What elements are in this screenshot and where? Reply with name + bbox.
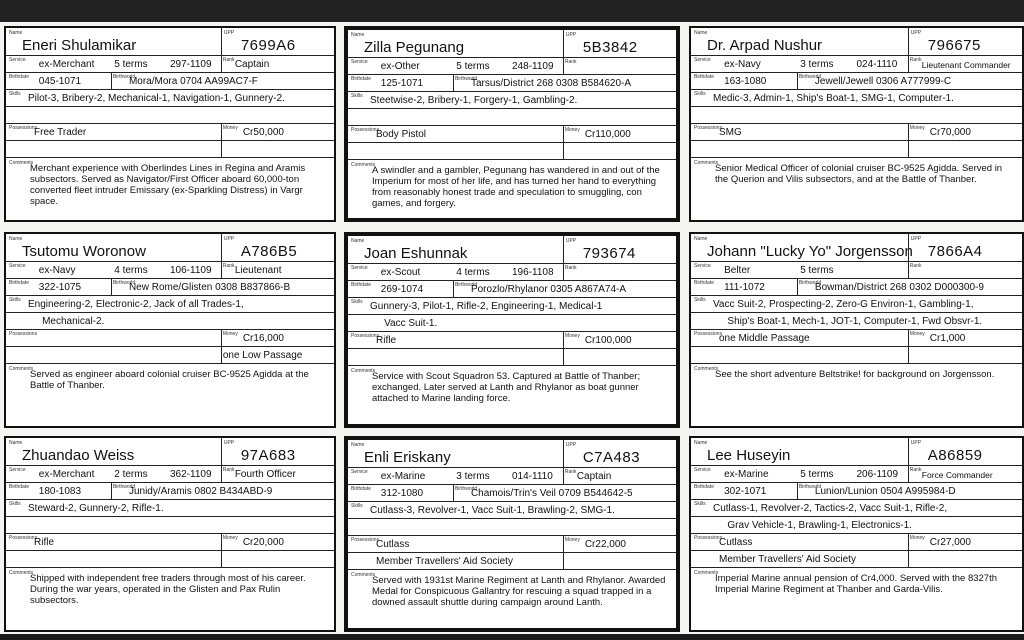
comments-text: Imperial Marine annual pension of Cr4,000. Served with the 8327th Imperial Marine Regiment at Thanber and Garda-Vilis. bbox=[715, 573, 998, 595]
possessions-label: Possessions bbox=[9, 125, 38, 131]
birthdate-label: Birthdate bbox=[694, 484, 715, 490]
money-label: Money bbox=[222, 125, 238, 131]
service-value: ex-Merchant bbox=[38, 469, 95, 480]
birthdate-value: 269-1074 bbox=[380, 284, 424, 295]
skills-label: Skills bbox=[351, 503, 363, 509]
service-value: ex-Merchant bbox=[38, 59, 95, 70]
comments-label: Comments bbox=[351, 572, 376, 578]
name-label: Name bbox=[351, 442, 365, 448]
skills-line-1: Steward-2, Gunnery-2, Rifle-1. bbox=[28, 503, 164, 514]
name-label: Name bbox=[9, 30, 23, 36]
money-label: Money bbox=[222, 535, 238, 541]
rank-value: Fourth Officer bbox=[234, 469, 296, 480]
money-value: Cr20,000 bbox=[242, 537, 284, 548]
birthdate-label: Birthdate bbox=[9, 74, 30, 80]
birthdate-value: 302-1071 bbox=[724, 486, 767, 497]
service-label: Service bbox=[351, 469, 368, 475]
terms-value: 5 terms bbox=[456, 61, 490, 72]
service-value: ex-Marine bbox=[380, 471, 426, 482]
service-dates: 362-1109 bbox=[170, 469, 212, 480]
birthdate-value: 125-1071 bbox=[380, 78, 424, 89]
service-label: Service bbox=[351, 265, 368, 271]
birthworld-label: Birthworld bbox=[112, 280, 136, 286]
money-label: Money bbox=[222, 331, 238, 337]
birthdate-label: Birthdate bbox=[694, 74, 715, 80]
possessions-value: SMG bbox=[719, 127, 742, 138]
upp-divider bbox=[221, 438, 222, 465]
character-card bbox=[344, 26, 680, 222]
terms-value: 5 terms bbox=[800, 265, 834, 276]
rank-label: Rank bbox=[564, 469, 577, 475]
terms-value: 5 terms bbox=[114, 59, 148, 70]
possessions-value: Rifle bbox=[376, 335, 397, 346]
birthworld-value: Jewell/Jewell 0306 A777999-C bbox=[814, 76, 952, 87]
service-value: ex-Scout bbox=[380, 267, 421, 278]
skills-row-2 bbox=[348, 108, 676, 126]
rank-divider bbox=[563, 263, 564, 280]
upp-value: A86859 bbox=[927, 447, 983, 464]
character-sheet-page bbox=[0, 22, 1024, 640]
rank-label: Rank bbox=[222, 57, 235, 63]
skills-label: Skills bbox=[351, 93, 363, 99]
possessions-value: Cutlass bbox=[376, 539, 410, 550]
possessions-row-2 bbox=[6, 140, 334, 158]
character-name: Johann "Lucky Yo" Jorgensson bbox=[707, 243, 913, 260]
upp-value: 7866A4 bbox=[927, 243, 983, 260]
birthdate-label: Birthdate bbox=[694, 280, 715, 286]
skills-line-2: Grav Vehicle-1, Brawling-1, Electronics-1. bbox=[727, 520, 912, 531]
possessions-row-2 bbox=[691, 140, 1022, 158]
birthworld-label: Birthworld bbox=[798, 280, 822, 286]
rank-divider bbox=[221, 261, 222, 278]
money-value: Cr110,000 bbox=[584, 129, 631, 140]
upp-label: UPP bbox=[565, 442, 577, 448]
birthdate-label: Birthdate bbox=[351, 486, 372, 492]
skills-label: Skills bbox=[9, 501, 21, 507]
upp-label: UPP bbox=[910, 440, 922, 446]
birthworld-divider bbox=[111, 278, 112, 295]
service-label: Service bbox=[9, 263, 26, 269]
birthworld-value: Porozlo/Rhylanor 0305 A867A74-A bbox=[470, 284, 627, 295]
upp-divider bbox=[908, 28, 909, 55]
skills-label: Skills bbox=[694, 501, 706, 507]
upp-divider bbox=[563, 236, 564, 263]
money-label: Money bbox=[909, 535, 925, 541]
birthworld-label: Birthworld bbox=[454, 282, 478, 288]
character-name: Enli Eriskany bbox=[364, 449, 451, 466]
possessions-label: Possessions bbox=[351, 537, 380, 543]
rank-label: Rank bbox=[564, 265, 577, 271]
service-label: Service bbox=[694, 467, 711, 473]
upp-value: C7A483 bbox=[582, 449, 641, 466]
top-bar bbox=[0, 0, 1024, 22]
birthworld-divider bbox=[111, 72, 112, 89]
service-value: ex-Other bbox=[380, 61, 420, 72]
upp-value: 796675 bbox=[927, 37, 981, 54]
birthdate-label: Birthdate bbox=[9, 280, 30, 286]
skills-line-1: Cutlass-3, Revolver-1, Vacc Suit-1, Brawling-2, SMG-1. bbox=[370, 505, 615, 516]
possessions-extra: one Low Passage bbox=[222, 350, 303, 361]
comments-text: Shipped with independent free traders through most of his career. During the war years, operated in the Glisten and Pax Rulin subsectors. bbox=[30, 573, 306, 606]
possessions-row-2 bbox=[348, 142, 676, 160]
comments-label: Comments bbox=[694, 570, 719, 576]
possessions-row-2 bbox=[691, 346, 1022, 364]
birthdate-value: 111-1072 bbox=[724, 282, 765, 293]
name-label: Name bbox=[694, 236, 708, 242]
birthworld-value: Bowman/District 268 0302 D000300-9 bbox=[814, 282, 984, 293]
birthworld-value: Lunion/Lunion 0504 A995984-D bbox=[814, 486, 956, 497]
upp-label: UPP bbox=[223, 30, 235, 36]
possessions-label: Possessions bbox=[694, 125, 723, 131]
possessions-extra: Member Travellers' Aid Society bbox=[719, 554, 856, 565]
money-label: Money bbox=[909, 125, 925, 131]
rank-divider bbox=[221, 465, 222, 482]
upp-divider bbox=[908, 234, 909, 261]
terms-value: 4 terms bbox=[114, 265, 148, 276]
money-label: Money bbox=[564, 537, 580, 543]
rank-label: Rank bbox=[909, 263, 922, 269]
rank-divider bbox=[908, 465, 909, 482]
possessions-value: Body Pistol bbox=[376, 129, 427, 140]
birthworld-divider bbox=[453, 280, 454, 297]
possessions-value: one Middle Passage bbox=[719, 333, 810, 344]
skills-line-1: Cutlass-1, Revolver-2, Tactics-2, Vacc Suit-1, Rifle-2, bbox=[713, 503, 948, 514]
possessions-label: Possessions bbox=[351, 127, 380, 133]
service-dates: 248-1109 bbox=[512, 61, 554, 72]
money-label: Money bbox=[564, 333, 580, 339]
birthdate-value: 045-1071 bbox=[38, 76, 82, 87]
birthworld-divider bbox=[453, 484, 454, 501]
birthworld-divider bbox=[797, 278, 798, 295]
possessions-row bbox=[6, 533, 334, 551]
birthworld-divider bbox=[453, 74, 454, 91]
service-dates: 024-1110 bbox=[856, 59, 898, 70]
upp-divider bbox=[563, 440, 564, 467]
possessions-label: Possessions bbox=[9, 535, 38, 541]
rank-label: Rank bbox=[222, 467, 235, 473]
character-name: Zilla Pegunang bbox=[364, 39, 465, 56]
rank-divider bbox=[563, 57, 564, 74]
skills-line-2: Mechanical-2. bbox=[42, 316, 105, 327]
upp-divider bbox=[908, 438, 909, 465]
skills-label: Skills bbox=[694, 297, 706, 303]
rank-divider bbox=[563, 467, 564, 484]
rank-divider bbox=[221, 55, 222, 72]
service-label: Service bbox=[351, 59, 368, 65]
service-label: Service bbox=[9, 57, 26, 63]
skills-label: Skills bbox=[9, 91, 21, 97]
comments-text: Merchant experience with Oberlindes Lines in Regina and Aramis subsectors. Served as Navigator/First Officer aboard 60,000-ton converted fleet intruder Emissary (ex-Sparkling Distress) in Vargr space. bbox=[30, 163, 306, 207]
possessions-value: Cutlass bbox=[719, 537, 753, 548]
rank-value: Captain bbox=[234, 59, 270, 70]
character-card bbox=[4, 232, 336, 428]
money-value: Cr100,000 bbox=[584, 335, 632, 346]
upp-value: A786B5 bbox=[240, 243, 298, 260]
skills-line-1: Vacc Suit-2, Prospecting-2, Zero-G Environ-1, Gambling-1, bbox=[713, 299, 974, 310]
comments-text: See the short adventure Beltstrike! for background on Jorgensson. bbox=[715, 369, 995, 380]
character-card bbox=[689, 26, 1024, 222]
comments-label: Comments bbox=[9, 366, 34, 372]
skills-row-2 bbox=[6, 106, 334, 124]
character-name: Tsutomu Woronow bbox=[22, 243, 146, 260]
birthdate-value: 163-1080 bbox=[724, 76, 767, 87]
service-label: Service bbox=[694, 263, 711, 269]
skills-row-2 bbox=[348, 518, 676, 536]
birthworld-divider bbox=[111, 482, 112, 499]
possessions-row bbox=[6, 329, 334, 347]
service-dates: 196-1108 bbox=[512, 267, 554, 278]
service-dates: 206-1109 bbox=[856, 469, 899, 480]
service-value: ex-Marine bbox=[724, 469, 769, 480]
skills-line-1: Engineering-2, Electronic-2, Jack of all Trades-1, bbox=[28, 299, 244, 310]
birthworld-divider bbox=[797, 72, 798, 89]
upp-label: UPP bbox=[565, 32, 577, 38]
rank-label: Rank bbox=[564, 59, 577, 65]
birthworld-label: Birthworld bbox=[112, 74, 136, 80]
birthdate-label: Birthdate bbox=[351, 282, 372, 288]
money-value: Cr1,000 bbox=[929, 333, 966, 344]
upp-label: UPP bbox=[910, 30, 922, 36]
upp-value: 7699A6 bbox=[240, 37, 296, 54]
possessions-value: Free Trader bbox=[34, 127, 87, 138]
service-dates: 297-1109 bbox=[170, 59, 212, 70]
upp-label: UPP bbox=[223, 440, 235, 446]
comments-label: Comments bbox=[9, 570, 34, 576]
terms-value: 5 terms bbox=[800, 469, 834, 480]
comments-label: Comments bbox=[351, 368, 376, 374]
rank-value: Force Commander bbox=[921, 470, 993, 480]
possessions-row-2 bbox=[348, 348, 676, 366]
money-label: Money bbox=[909, 331, 925, 337]
character-card bbox=[4, 26, 336, 222]
rank-value: Lieutenant Commander bbox=[921, 60, 1011, 70]
comments-label: Comments bbox=[694, 160, 719, 166]
upp-label: UPP bbox=[565, 238, 577, 244]
upp-label: UPP bbox=[910, 236, 922, 242]
birthdate-value: 322-1075 bbox=[38, 282, 82, 293]
character-card bbox=[689, 232, 1024, 428]
name-label: Name bbox=[351, 32, 365, 38]
terms-value: 4 terms bbox=[456, 267, 490, 278]
birthworld-value: Junidy/Aramis 0802 B434ABD-9 bbox=[128, 486, 273, 497]
birthworld-value: Chamois/Trin's Veil 0709 B544642-5 bbox=[470, 488, 633, 499]
comments-text: Served as engineer aboard colonial cruiser BC-9525 Agidda at the Battle of Thanber. bbox=[30, 369, 309, 391]
character-name: Joan Eshunnak bbox=[364, 245, 468, 262]
possessions-label: Possessions bbox=[694, 331, 723, 337]
birthworld-label: Birthworld bbox=[798, 484, 822, 490]
birthworld-label: Birthworld bbox=[798, 74, 822, 80]
comments-text: A swindler and a gambler, Pegunang has wandered in and out of the Imperium for most of her life, and has turned her hand to everything from reasonably honest trade and speculation to smuggling, con games, and forgery. bbox=[372, 165, 660, 209]
comments-text: Service with Scout Squadron 53. Captured at Battle of Thanber; exchanged. Later served at Lanth and Rhylanor as boat gunner attached to Marine landing force. bbox=[372, 371, 641, 404]
upp-value: 97A683 bbox=[240, 447, 296, 464]
birthworld-label: Birthworld bbox=[454, 486, 478, 492]
money-value: Cr16,000 bbox=[242, 333, 284, 344]
name-label: Name bbox=[694, 440, 708, 446]
name-label: Name bbox=[351, 238, 365, 244]
possessions-value: Rifle bbox=[34, 537, 55, 548]
skills-line-2: Vacc Suit-1. bbox=[384, 318, 438, 329]
character-name: Eneri Shulamikar bbox=[22, 37, 137, 54]
upp-divider bbox=[221, 234, 222, 261]
money-value: Cr27,000 bbox=[929, 537, 971, 548]
service-value: ex-Navy bbox=[724, 59, 761, 70]
birthdate-value: 312-1080 bbox=[380, 488, 424, 499]
birthdate-value: 180-1083 bbox=[38, 486, 82, 497]
money-value: Cr70,000 bbox=[929, 127, 971, 138]
rank-label: Rank bbox=[909, 57, 922, 63]
skills-line-1: Pilot-3, Bribery-2, Mechanical-1, Navigation-1, Gunnery-2. bbox=[28, 93, 285, 104]
comments-label: Comments bbox=[9, 160, 34, 166]
terms-value: 2 terms bbox=[114, 469, 148, 480]
birthworld-value: Tarsus/District 268 0308 B584620-A bbox=[470, 78, 632, 89]
character-card bbox=[4, 436, 336, 632]
skills-line-2: Ship's Boat-1, Mech-1, JOT-1, Computer-1, Fwd Obsvr-1. bbox=[727, 316, 983, 327]
terms-value: 3 terms bbox=[456, 471, 490, 482]
upp-divider bbox=[221, 28, 222, 55]
name-label: Name bbox=[9, 236, 23, 242]
name-label: Name bbox=[9, 440, 23, 446]
rank-label: Rank bbox=[909, 467, 922, 473]
birthworld-value: New Rome/Glisten 0308 B837866-B bbox=[128, 282, 291, 293]
upp-value: 5B3842 bbox=[582, 39, 638, 56]
money-label: Money bbox=[564, 127, 580, 133]
skills-line-1: Steetwise-2, Bribery-1, Forgery-1, Gambling-2. bbox=[370, 95, 578, 106]
skills-line-1: Medic-3, Admin-1, Ship's Boat-1, SMG-1, Computer-1. bbox=[713, 93, 954, 104]
possessions-label: Possessions bbox=[351, 333, 380, 339]
birthdate-label: Birthdate bbox=[9, 484, 30, 490]
comments-text: Senior Medical Officer of colonial cruiser BC-9525 Agidda. Served in the Querion and Vilis subsectors, and at the Battle of Thanber. bbox=[715, 163, 1003, 185]
skills-row-2 bbox=[6, 516, 334, 534]
possessions-label: Possessions bbox=[694, 535, 723, 541]
birthworld-label: Birthworld bbox=[112, 484, 136, 490]
service-value: ex-Navy bbox=[38, 265, 76, 276]
comments-label: Comments bbox=[351, 162, 376, 168]
character-name: Lee Huseyin bbox=[707, 447, 791, 464]
possessions-label: Possessions bbox=[9, 331, 38, 337]
bottom-strip bbox=[0, 634, 1024, 640]
service-label: Service bbox=[694, 57, 711, 63]
comments-label: Comments bbox=[694, 366, 719, 372]
skills-line-1: Gunnery-3, Pilot-1, Rifle-2, Engineering-1, Medical-1 bbox=[370, 301, 603, 312]
upp-label: UPP bbox=[223, 236, 235, 242]
upp-divider bbox=[563, 30, 564, 57]
rank-divider bbox=[908, 261, 909, 278]
character-card bbox=[344, 436, 680, 632]
character-name: Dr. Arpad Nushur bbox=[707, 37, 823, 54]
character-card bbox=[689, 436, 1024, 632]
skills-row-2 bbox=[691, 106, 1022, 124]
birthworld-label: Birthworld bbox=[454, 76, 478, 82]
terms-value: 3 terms bbox=[800, 59, 834, 70]
character-card bbox=[344, 232, 680, 428]
service-dates: 014-1110 bbox=[512, 471, 553, 482]
rank-value: Lieutenant bbox=[234, 265, 282, 276]
rank-divider bbox=[908, 55, 909, 72]
skills-label: Skills bbox=[694, 91, 706, 97]
service-label: Service bbox=[9, 467, 26, 473]
rank-value: Captain bbox=[576, 471, 612, 482]
service-value: Belter bbox=[724, 265, 751, 276]
name-label: Name bbox=[694, 30, 708, 36]
upp-value: 793674 bbox=[582, 245, 636, 262]
comments-text: Served with 1931st Marine Regiment at Lanth and Rhylanor. Awarded Medal for Conspicuous Gallantry for rescuing a squad trapped in a downed assault shuttle during campaign around Lanth. bbox=[372, 575, 666, 608]
skills-label: Skills bbox=[351, 299, 363, 305]
birthdate-label: Birthdate bbox=[351, 76, 372, 82]
possessions-row-2 bbox=[6, 550, 334, 568]
rank-label: Rank bbox=[222, 263, 235, 269]
skills-label: Skills bbox=[9, 297, 21, 303]
money-value: Cr50,000 bbox=[242, 127, 284, 138]
money-value: Cr22,000 bbox=[584, 539, 626, 550]
birthworld-value: Mora/Mora 0704 AA99AC7-F bbox=[128, 76, 258, 87]
character-name: Zhuandao Weiss bbox=[22, 447, 135, 464]
service-dates: 106-1109 bbox=[170, 265, 212, 276]
birthworld-divider bbox=[797, 482, 798, 499]
possessions-extra: Member Travellers' Aid Society bbox=[376, 556, 513, 567]
